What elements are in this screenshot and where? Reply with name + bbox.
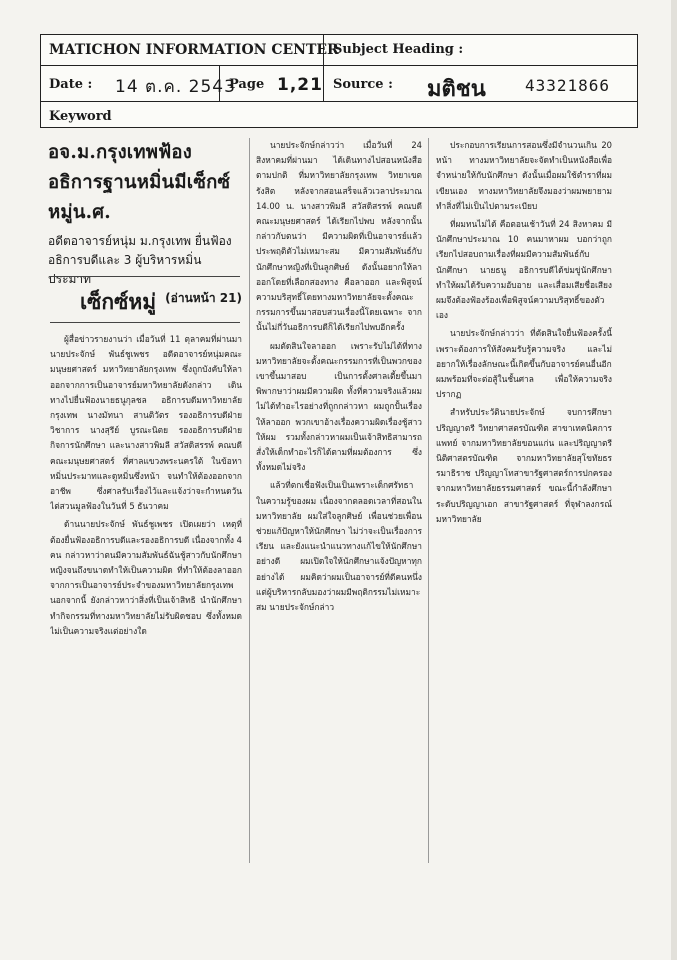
article-paragraph: นายประจักษ์กล่าวว่า ที่ตัดสินใจยื่นฟ้องครั้งนี้ เพราะต้องการให้สังคมรับรู้ความจริง และไม่อยากให้เรื่องลักษณะนี้เกิดขึ้นกับอาจารย์คนอื่นอีก ผมพร้อมที่จะต่อสู้ในชั้นศาล เพื่อให้ความจริงปรากฏ bbox=[436, 328, 612, 400]
source-label: Source : bbox=[333, 77, 393, 92]
column-gutter bbox=[249, 138, 250, 863]
article-paragraph: ประกอบการเรียนการสอนซึ่งมีจำนวนเกิน 20 หน้า ทางมหาวิทยาลัยจะจัดทำเป็นหนังสือเพื่อจำหน่ายให้กับนักศึกษา ดังนั้นเมื่อผมใช้ตำราที่ผมเขียนเอง ทางมหาวิทยาลัยจึงมองว่าผมพยายามทำสิ่งที่ไม่เป็นไปตามระเบียบ bbox=[436, 140, 612, 211]
date-label: Date : bbox=[49, 77, 93, 92]
article-paragraph: สำหรับประวัตินายประจักษ์ จบการศึกษาปริญญาตรี วิทยาศาสตรบัณฑิต สาขาเทคนิคการแพทย์ จากมหาวิทยาลัยขอนแก่น และปริญญาตรีนิติศาสตรบัณฑิต จากมหาวิทยาลัยสุโขทัยธรรมาธิราช ปริญญาโทสาขารัฐศาสตร์การปกครอง จากมหาวิทยาลัยธรรมศาสตร์ ขณะนี้กำลังศึกษาระดับปริญญาเอก สาขารัฐศาสตร์ ที่จุฬาลงกรณ์มหาวิทยาลัย bbox=[436, 407, 612, 524]
subheadline: อดีตอาจารย์หนุ่ม ม.กรุงเทพ ยื่นฟ้อง อธิการบดีและ 3 ผู้บริหารหมิ่นประมาท bbox=[48, 234, 232, 286]
article-paragraph: ด้านนายประจักษ์ พันธ์ชูเพชร เปิดเผยว่า เหตุที่ต้องยื่นฟ้องอธิการบดีและรองอธิการบดี เนื่องจากทั้ง 4 คน กล่าวหาว่าตนมีความสัมพันธ์ฉันชู้สาวกับนักศึกษาหญิงจนถึงขนาดทำให้เป็นความผิด ที่ทำให้ต้องลาออกจากการเป็นอาจารย์ประจำของมหาวิทยาลัยกรุงเทพ นอกจากนี้ ยังกล่าวหาว่าสิ่งที่เป็นเจ้าสิทธิ นำนักศึกษาทำกิจกรรมที่ทางมหาวิทยาลัยไม่รับผิดชอบ ซึ่งทั้งหมดไม่เป็นความจริงแต่อย่างใด bbox=[50, 519, 242, 636]
page-label: Page bbox=[229, 77, 265, 92]
column-gutter bbox=[428, 138, 429, 863]
date-value: 14 ต.ค. 2543 bbox=[115, 77, 236, 97]
scan-edge bbox=[671, 0, 677, 960]
article-column-1 bbox=[50, 332, 242, 852]
article-paragraph: ที่ผมทนไม่ได้ คือตอนเช้าวันที่ 24 สิงหาคม มีนักศึกษาประมาณ 10 คนมาหาผม บอกว่าถูกเรียกไปสอบถามเรื่องที่ผมมีความสัมพันธ์กับนักศึกษา นายธนู อธิการบดีได้ข่มขู่นักศึกษา ทำให้ผมได้รับความอับอาย และเสื่อมเสียชื่อเสียง ผมจึงต้องฟ้องร้องเพื่อพิสูจน์ความบริสุทธิ์ของตัวเอง bbox=[436, 219, 612, 321]
headline: อจ.ม.กรุงเทพฟ้องอธิการฐานหมิ่นมีเซ็กซ์หมู่น.ศ. bbox=[48, 142, 231, 223]
article-paragraph: นายประจักษ์กล่าวว่า เมื่อวันที่ 24 สิงหาคมที่ผ่านมา ได้เดินทางไปสอนหนังสือตามปกติ ที่มหาวิทยาลัยกรุงเทพ วิทยาเขตรังสิต หลังจากสอนเสร็จแล้วเวลาประมาณ 14.00 น. นางสาวพิมลี สวัสดิสรรพ์ คณบดีคณะมนุษยศาสตร์ ได้เรียกไปพบ หลังจากนั้นกล่าวกับตนว่า มีความผิดที่เป็นอาจารย์แล้วประพฤติตัวไม่เหมาะสม มีความสัมพันธ์กับนักศึกษาหญิงที่เป็นลูกศิษย์ ดังนั้นอยากให้ลาออกโดยที่เลือกสองทาง คือลาออก และพิสูจน์ความบริสุทธิ์โดยทางมหาวิทยาลัยจะตั้งคณะกรรมการขึ้นมาสอบสวนเรื่องนี้โดยเฉพาะ จากนั้นไม่กี่วันอธิการบดีก็ได้เรียกไปพบอีกครั้ง bbox=[256, 140, 422, 333]
form-divider bbox=[41, 65, 637, 66]
article-column-2 bbox=[256, 138, 422, 868]
article-paragraph: ผู้สื่อข่าวรายงานว่า เมื่อวันที่ 11 ตุลาคมที่ผ่านมา นายประจักษ์ พันธ์ชูเพชร อดีตอาจารย์หนุ่มคณะมนุษยศาสตร์ มหาวิทยาลัยกรุงเทพ ซึ่งถูกบังคับให้ลาออกจากการเป็นอาจารย์มหาวิทยาลัยดังกล่าว เดินทางไปยื่นฟ้องนายธนูกุลชล อธิการบดีมหาวิทยาลัยกรุงเทพ นางมัทนา สานติวัตร รองอธิการบดีฝ่ายวิชาการ นางสุรีย์ บูรณะนิตย รองอธิการบดีฝ่ายกิจการนักศึกษา และนางสาวพิมลี สวัสดิสรรพ์ คณบดีคณะมนุษยศาสตร์ ที่ศาลแขวงพระนครใต้ ในข้อหาหมิ่นประมาทและดูหมิ่นซึ่งหน้า จนทำให้ต้องออกจากอาชีพ ซึ่งศาลรับเรื่องไว้และแจ้งว่าจะกำหนดวันไต่สวนมูลฟ้องในวันที่ 5 ธันวาคม bbox=[50, 334, 242, 512]
column-title-rule bbox=[50, 322, 240, 323]
clipping-id: 43321866 bbox=[525, 76, 611, 95]
page-value: 1,21 bbox=[277, 75, 323, 95]
keyword-label: Keyword bbox=[49, 109, 112, 124]
article-paragraph: ผมตัดสินใจลาออก เพราะรับไม่ได้ที่ทางมหาวิทยาลัยจะตั้งคณะกรรมการที่เป็นพวกของเขาขึ้นมาสอบ เป็นการตั้งศาลเตี้ยขึ้นมาพิพากษาว่าผมมีความผิด ทั้งที่ความจริงแล้วผมไม่ได้ทำอะไรอย่างที่ถูกกล่าวหา ผมถูกปั้นเรื่องให้ลาออก พวกเขาอ้างเรื่องความผิดเรื่องชู้สาวให้ผม รวมทั้งกล่าวหาผมเป็นเจ้าสิทธิสามารถสั่งให้เด็กทำอะไรก็ได้ตามที่ผมต้องการ ซึ่งทั้งหมดไม่จริง bbox=[256, 340, 422, 473]
center-name: MATICHON INFORMATION CENTER bbox=[49, 42, 339, 58]
column-title: เซ็กซ์หมู่ bbox=[80, 289, 157, 314]
headline-rule bbox=[50, 276, 240, 277]
subject-heading-label: Subject Heading : bbox=[333, 42, 464, 57]
information-center-form bbox=[40, 34, 638, 128]
article-column-3 bbox=[436, 138, 612, 868]
continued-reference: (อ่านหน้า 21) bbox=[165, 291, 242, 305]
source-value: มติชน bbox=[427, 76, 486, 102]
article-paragraph: แล้วที่ตกเชื่อฟังเป็นเป็นเพราะเด็กศรัทธาในความรู้ของผม เนื่องจากตลอดเวลาที่สอนในมหาวิทยาลัย ผมใส่ใจลูกศิษย์ เพื่อนช่วยเพื่อน ช่วยแก้ปัญหาให้นักศึกษา ไม่ว่าจะเป็นเรื่องการเรียน และยังแนะนำแนวทางแก้ไขให้นักศึกษาอย่างดี ผมเปิดใจให้นักศึกษาแจ้งปัญหาทุกอย่างได้ ผมคิดว่าผมเป็นอาจารย์ที่ดีคนหนึ่ง แต่ผู้บริหารกลับมองว่าผมมีพฤติกรรมไม่เหมาะสม นายประจักษ์กล่าว bbox=[256, 480, 422, 613]
form-divider bbox=[41, 101, 637, 102]
